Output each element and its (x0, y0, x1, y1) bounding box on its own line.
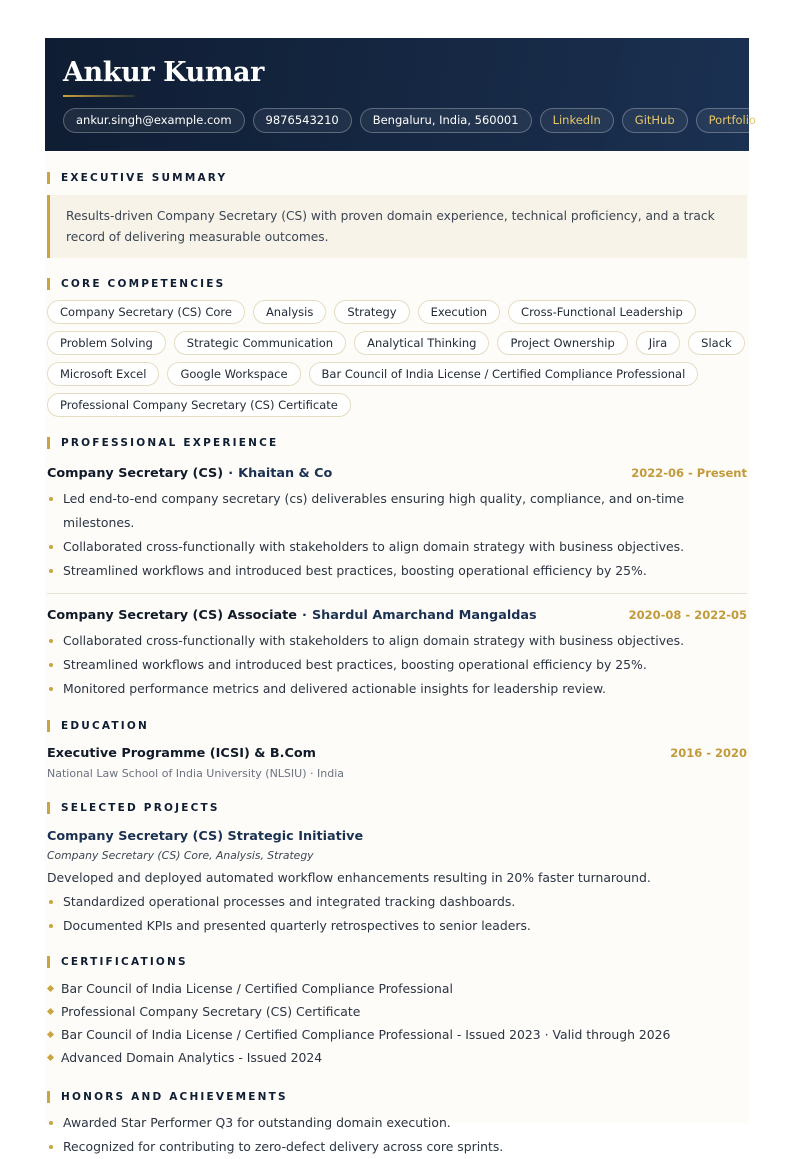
section-title: HONORS AND ACHIEVEMENTS (61, 1091, 288, 1103)
job-bullets (47, 629, 747, 701)
job-role-line (47, 462, 332, 481)
skill-tag: Project Ownership (497, 331, 627, 355)
skill-tag: Analytical Thinking (354, 331, 489, 355)
job-role-line (47, 604, 537, 623)
job-company: Shardul Amarchand Mangaldas (311, 608, 537, 623)
education-dates: 2016 - 2020 (670, 746, 747, 760)
job-separator: · (228, 466, 234, 481)
section-title: CORE COMPETENCIES (61, 278, 226, 290)
list-item: Documented KPIs and presented quarterly retrospectives to senior leaders. (47, 914, 747, 938)
list-item: Bar Council of India License / Certified Compliance Professional (47, 977, 747, 1000)
resume-header (45, 38, 756, 151)
skill-tag: Professional Company Secretary (CS) Certificate (47, 393, 351, 417)
job-dates: 2020-08 - 2022-05 (628, 608, 747, 622)
summary-text: Results-driven Company Secretary (CS) with proven domain experience, technical proficiency, and a track record of delivering measurable outcomes. (47, 195, 747, 258)
list-item: Advanced Domain Analytics - Issued 2024 (47, 1046, 747, 1069)
section-accent-bar (47, 956, 50, 968)
phone-pill[interactable]: 9876543210 (253, 108, 352, 133)
resume-body (45, 171, 749, 1159)
list-item: Bar Council of India License / Certified Compliance Professional - Issued 2023 · Valid through 2026 (47, 1023, 747, 1046)
section-heading-education (47, 719, 747, 733)
job-header (47, 604, 747, 623)
email-pill[interactable]: ankur.singh@example.com (63, 108, 245, 133)
github-link[interactable]: GitHub (622, 108, 688, 133)
section-accent-bar (47, 172, 50, 184)
section-accent-bar (47, 720, 50, 732)
skill-tag: Jira (636, 331, 680, 355)
section-title: SELECTED PROJECTS (61, 802, 220, 814)
contact-list (63, 108, 756, 133)
skill-tag: Cross-Functional Leadership (508, 300, 696, 324)
candidate-name: Ankur Kumar (63, 57, 264, 88)
project-bullets (47, 890, 747, 938)
job-header (47, 462, 747, 481)
list-item: Monitored performance metrics and delivered actionable insights for leadership review. (47, 677, 747, 701)
section-title: EDUCATION (61, 720, 150, 732)
section-accent-bar (47, 437, 50, 449)
job-separator: · (301, 608, 307, 623)
job-title: Company Secretary (CS) (47, 466, 224, 481)
skill-tag: Analysis (253, 300, 326, 324)
education-school: National Law School of India University (NLSIU) · India (47, 767, 344, 780)
list-item: Standardized operational processes and integrated tracking dashboards. (47, 890, 747, 914)
job-company: Khaitan & Co (238, 466, 333, 481)
skill-tag: Problem Solving (47, 331, 166, 355)
job-bullets (47, 487, 747, 583)
skill-tag: Company Secretary (CS) Core (47, 300, 245, 324)
job-dates: 2022-06 - Present (631, 466, 747, 480)
skill-tag: Microsoft Excel (47, 362, 159, 386)
list-item: Recognized for contributing to zero-defect delivery across core sprints. (47, 1135, 747, 1159)
list-item: Streamlined workflows and introduced best practices, boosting operational efficiency by 25%. (47, 653, 747, 677)
resume-page (45, 38, 756, 1154)
list-item: Streamlined workflows and introduced best practices, boosting operational efficiency by 25%. (47, 559, 747, 583)
education-header (47, 746, 747, 761)
list-item: Collaborated cross-functionally with stakeholders to align domain strategy with business objectives. (47, 535, 747, 559)
section-accent-bar (47, 802, 50, 814)
section-title: CERTIFICATIONS (61, 956, 188, 968)
project-title: Company Secretary (CS) Strategic Initiative (47, 829, 364, 844)
skill-tag: Slack (688, 331, 745, 355)
skill-tags (47, 300, 747, 417)
job-title: Company Secretary (CS) Associate (47, 608, 297, 623)
location-pill: Bengaluru, India, 560001 (360, 108, 532, 133)
section-heading-projects (47, 801, 747, 815)
list-item: Led end-to-end company secretary (cs) deliverables ensuring high quality, compliance, and on-time milestones. (47, 487, 747, 535)
section-heading-summary (47, 171, 747, 185)
portfolio-link[interactable]: Portfolio (696, 108, 769, 133)
skill-tag: Strategic Communication (174, 331, 346, 355)
section-title: PROFESSIONAL EXPERIENCE (61, 437, 279, 449)
job-entry (47, 593, 747, 701)
skill-tag: Bar Council of India License / Certified Compliance Professional (309, 362, 699, 386)
certification-list (47, 977, 747, 1069)
list-item: Professional Company Secretary (CS) Certificate (47, 1000, 747, 1023)
skill-tag: Strategy (334, 300, 409, 324)
section-title: EXECUTIVE SUMMARY (61, 172, 228, 184)
section-heading-experience (47, 436, 747, 450)
project-tech: Company Secretary (CS) Core, Analysis, Strategy (47, 849, 314, 862)
linkedin-link[interactable]: LinkedIn (540, 108, 614, 133)
section-accent-bar (47, 1091, 50, 1103)
project-description: Developed and deployed automated workflow enhancements resulting in 20% faster turnaround. (47, 870, 651, 885)
list-item: Awarded Star Performer Q3 for outstanding domain execution. (47, 1111, 747, 1135)
list-item: Collaborated cross-functionally with stakeholders to align domain strategy with business objectives. (47, 629, 747, 653)
skill-tag: Execution (418, 300, 500, 324)
section-heading-certifications (47, 955, 747, 969)
education-degree: Executive Programme (ICSI) & B.Com (47, 746, 317, 761)
honors-list (47, 1111, 747, 1159)
section-heading-competencies (47, 277, 747, 291)
section-accent-bar (47, 278, 50, 290)
name-underline (63, 95, 135, 97)
section-heading-honors (47, 1090, 747, 1104)
skill-tag: Google Workspace (167, 362, 300, 386)
job-entry (47, 462, 747, 583)
